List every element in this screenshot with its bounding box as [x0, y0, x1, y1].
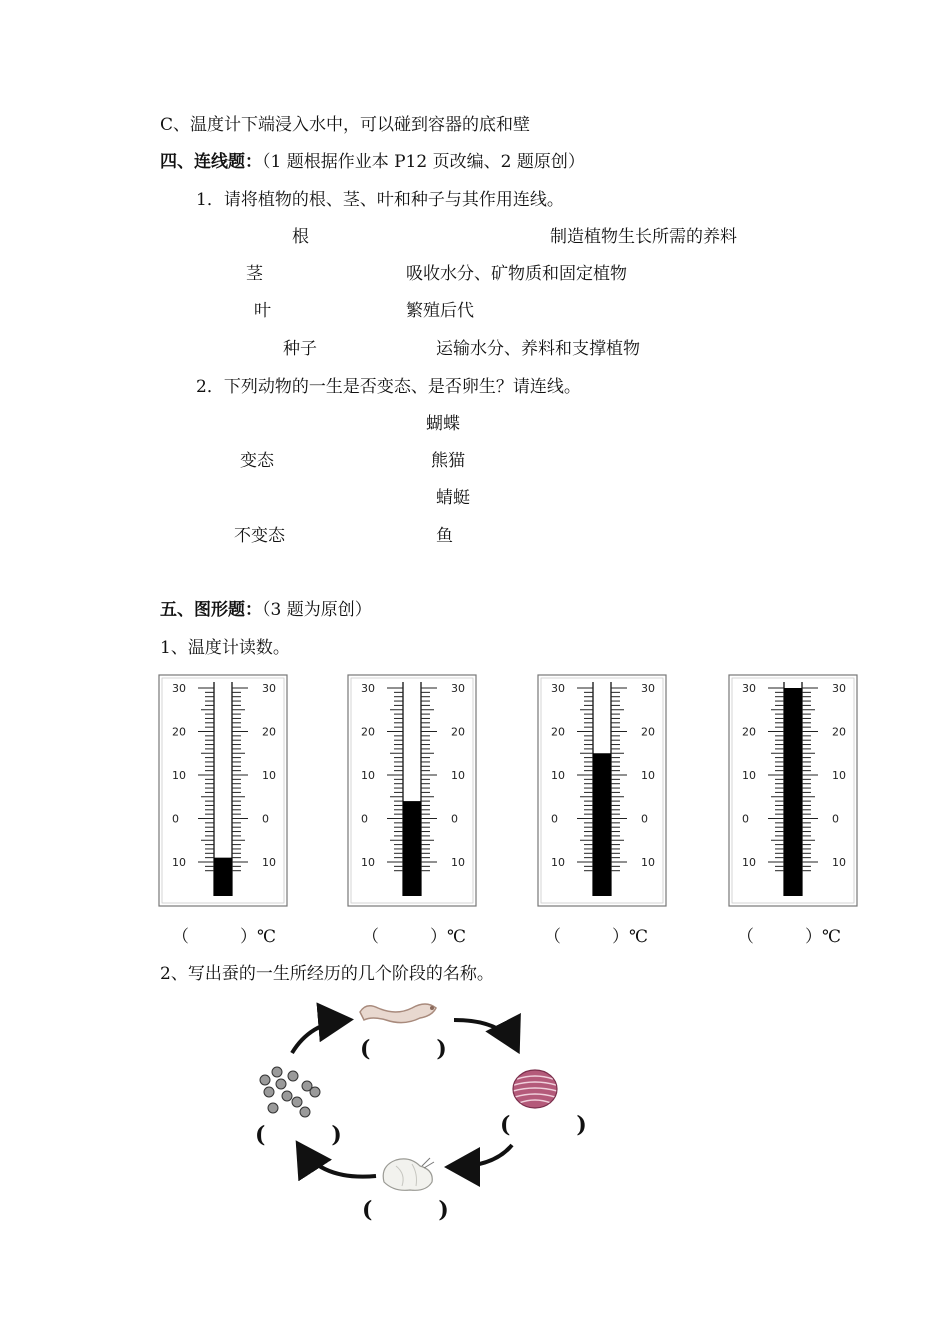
q2-prompt: 2．下列动物的一生是否变态、是否卵生？请连线。 [196, 377, 581, 397]
right-tick-label: 0 [262, 812, 269, 826]
silkworm-cocoon-picture [508, 1063, 562, 1111]
section-5-title: 五、图形题： [160, 600, 262, 620]
right-tick-label: 20 [641, 725, 655, 739]
left-tick-label: 10 [742, 769, 756, 782]
thermometer-4-answer-blank[interactable]: （ ）℃ [737, 927, 842, 947]
right-tick-label: 10 [262, 856, 276, 869]
mercury-column-3 [593, 753, 611, 896]
q2-right-fish: 鱼 [436, 526, 453, 546]
q2-right-panda: 熊猫 [431, 451, 465, 471]
q1-left-root: 根 [292, 227, 309, 247]
mercury-column-1 [214, 858, 232, 896]
thermometer-3 [537, 674, 667, 907]
right-tick-label: 0 [832, 812, 839, 826]
right-tick-label: 10 [262, 769, 276, 782]
left-tick-label: 30 [172, 682, 186, 695]
q2-left-no-metamorphosis: 不变态 [234, 526, 285, 546]
moth-stage-blank[interactable]: ( ) [362, 1197, 449, 1223]
q1-right-make-nutrients: 制造植物生长所需的养料 [550, 227, 737, 247]
right-tick-label: 20 [451, 725, 465, 739]
q1-left-leaf: 叶 [254, 301, 271, 321]
right-tick-label: 10 [832, 769, 846, 782]
section-4-title: 四、连线题： [160, 152, 262, 172]
section-4-heading [160, 151, 585, 173]
q1-right-absorb-water: 吸收水分、矿物质和固定植物 [406, 264, 627, 284]
left-tick-label: 10 [551, 769, 565, 782]
thermometer-question-prompt: 1、温度计读数。 [160, 638, 290, 658]
silkworm-larva-picture [356, 996, 440, 1032]
left-tick-label: 10 [172, 856, 186, 869]
right-tick-label: 20 [832, 725, 846, 739]
q2-right-butterfly: 蝴蝶 [426, 414, 460, 434]
egg-stage-blank[interactable]: ( ) [255, 1122, 342, 1148]
left-tick-label: 0 [551, 812, 558, 826]
silkworm-eggs-picture [255, 1062, 327, 1118]
mercury-column-4 [784, 688, 802, 896]
thermometer-1 [158, 674, 288, 907]
right-tick-label: 10 [451, 769, 465, 782]
right-tick-label: 20 [262, 725, 276, 739]
thermometer-4 [728, 674, 858, 907]
section-4-note: （1 题根据作业本 P12 页改编、2 题原创） [262, 152, 585, 172]
q2-right-dragonfly: 蜻蜓 [436, 488, 470, 508]
right-tick-label: 0 [451, 812, 458, 826]
right-tick-label: 30 [262, 682, 276, 695]
q1-left-seed: 种子 [283, 339, 317, 359]
right-tick-label: 30 [641, 682, 655, 695]
right-tick-label: 30 [451, 682, 465, 695]
left-tick-label: 30 [361, 682, 375, 695]
left-tick-label: 20 [172, 725, 186, 739]
right-tick-label: 30 [832, 682, 846, 695]
left-tick-label: 10 [742, 856, 756, 869]
arrow-moth-to-eggs [300, 1147, 376, 1177]
left-tick-label: 20 [742, 725, 756, 739]
left-tick-label: 20 [361, 725, 375, 739]
left-tick-label: 30 [742, 682, 756, 695]
left-tick-label: 30 [551, 682, 565, 695]
thermometer-2 [347, 674, 477, 907]
right-tick-label: 10 [641, 769, 655, 782]
right-tick-label: 10 [641, 856, 655, 869]
right-tick-label: 10 [832, 856, 846, 869]
arrow-larva-to-cocoon [454, 1020, 516, 1047]
q1-right-reproduce: 繁殖后代 [406, 301, 474, 321]
mercury-column-2 [403, 801, 421, 896]
q2-left-metamorphosis: 变态 [240, 451, 274, 471]
larva-stage-blank[interactable]: ( ) [360, 1036, 447, 1062]
left-tick-label: 10 [172, 769, 186, 782]
section-5-heading [160, 599, 372, 621]
thermometer-3-answer-blank[interactable]: （ ）℃ [544, 927, 649, 947]
cocoon-stage-blank[interactable]: ( ) [500, 1112, 587, 1138]
left-tick-label: 10 [361, 856, 375, 869]
left-tick-label: 10 [361, 769, 375, 782]
q1-right-transport: 运输水分、养料和支撑植物 [436, 339, 640, 359]
thermometer-2-answer-blank[interactable]: （ ）℃ [362, 927, 467, 947]
silkworm-moth-picture [376, 1152, 438, 1196]
left-tick-label: 10 [551, 856, 565, 869]
right-tick-label: 10 [451, 856, 465, 869]
thermometer-1-answer-blank[interactable]: （ ）℃ [172, 927, 277, 947]
q1-left-stem: 茎 [246, 264, 263, 284]
q1-prompt: 1．请将植物的根、茎、叶和种子与其作用连线。 [196, 190, 564, 210]
section-5-note: （3 题为原创） [262, 600, 372, 620]
left-tick-label: 0 [172, 812, 179, 826]
left-tick-label: 0 [361, 812, 368, 826]
left-tick-label: 0 [742, 812, 749, 826]
right-tick-label: 0 [641, 812, 648, 826]
option-c-text: C、温度计下端浸入水中，可以碰到容器的底和壁 [160, 115, 531, 135]
left-tick-label: 20 [551, 725, 565, 739]
arrow-eggs-to-larva [292, 1020, 346, 1053]
silkworm-question-prompt: 2、写出蚕的一生所经历的几个阶段的名称。 [160, 964, 494, 984]
arrow-cocoon-to-moth [452, 1145, 512, 1167]
